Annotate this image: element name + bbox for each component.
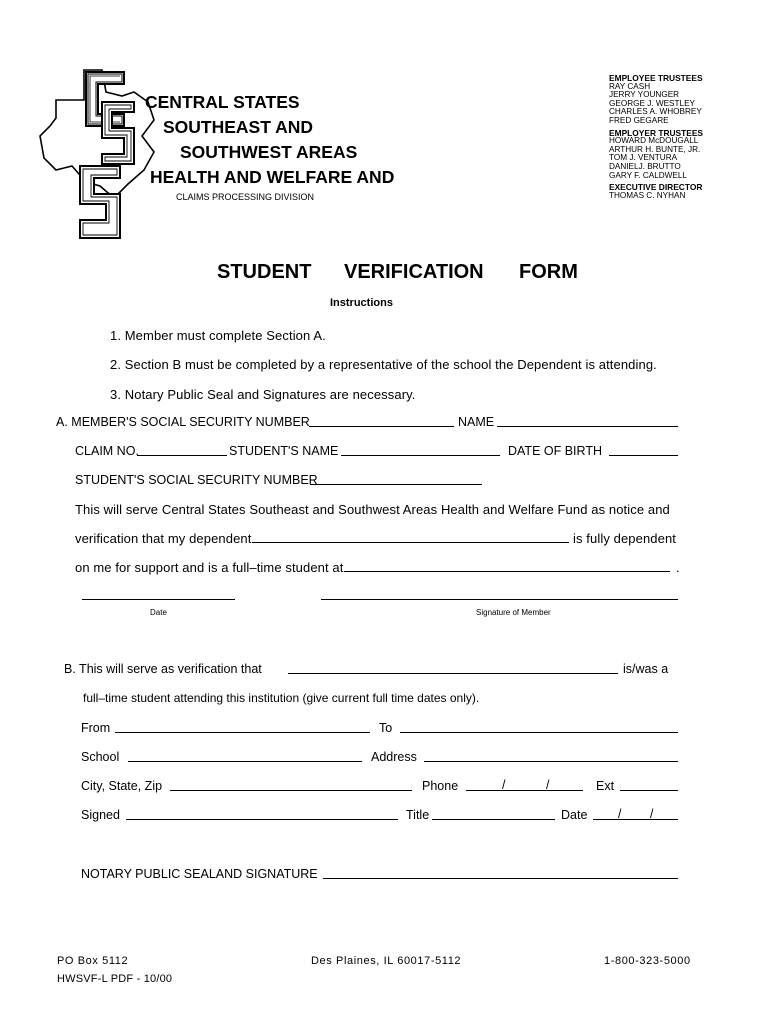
phone-field[interactable] <box>466 790 583 791</box>
title-field[interactable] <box>432 819 555 820</box>
member-ssn-field[interactable] <box>309 426 454 427</box>
title-word-verification: VERIFICATION <box>344 261 484 283</box>
statement-line-3: on me for support and is a full–time student at <box>75 560 344 575</box>
from-date-field[interactable] <box>115 732 370 733</box>
title-label: Title <box>406 808 430 822</box>
org-line-4: HEALTH AND WELFARE AND <box>150 167 395 187</box>
signed-field[interactable] <box>126 819 398 820</box>
verified-student-field[interactable] <box>288 673 618 674</box>
dob-label: DATE OF BIRTH <box>508 444 602 458</box>
school-label: School <box>81 750 120 764</box>
school-name-field[interactable] <box>344 571 670 572</box>
footer-phone: 1-800-323-5000 <box>604 955 691 967</box>
date-slash-2: / <box>650 807 654 821</box>
student-ssn-field[interactable] <box>310 484 482 485</box>
claim-no-field[interactable] <box>137 455 227 456</box>
employer-trustees-heading: EMPLOYER TRUSTEES <box>609 127 703 138</box>
city-label: City, State, Zip <box>81 779 163 793</box>
statement-period: . <box>676 560 680 575</box>
signed-label: Signed <box>81 808 120 822</box>
member-date-field[interactable] <box>82 599 235 600</box>
instruction-2: 2. Section B must be completed by a representative of the school the Dependent is attending. <box>110 357 657 372</box>
trustee-name: TOM J. VENTURA <box>609 153 678 163</box>
ext-field[interactable] <box>620 790 678 791</box>
trustee-name: GEORGE J. WESTLEY <box>609 98 695 108</box>
footer-po-box: PO Box 5112 <box>57 955 129 967</box>
verification-label: B. This will serve as verification that <box>64 662 262 676</box>
instruction-3: 3. Notary Public Seal and Signatures are necessary. <box>110 387 416 402</box>
name-label: NAME <box>458 415 495 429</box>
ext-label: Ext <box>596 779 615 793</box>
claim-no-label: CLAIM NO. <box>75 444 139 458</box>
employee-trustees-heading: EMPLOYEE TRUSTEES <box>609 73 703 83</box>
school-field[interactable] <box>128 761 362 762</box>
trustees-list <box>609 74 703 200</box>
instructions-heading: Instructions <box>330 297 393 309</box>
title-word-form: FORM <box>519 261 578 283</box>
dob-field[interactable] <box>609 455 678 456</box>
from-label: From <box>81 721 111 735</box>
trustee-name: RAY CASH <box>609 81 651 91</box>
notary-label: NOTARY PUBLIC SEALAND SIGNATURE <box>81 867 318 881</box>
dependent-name-field[interactable] <box>252 542 569 543</box>
trustee-name: JERRY YOUNGER <box>609 90 680 100</box>
signature-caption: Signature of Member <box>476 608 551 617</box>
address-label: Address <box>371 750 417 764</box>
student-ssn-label: STUDENT'S SOCIAL SECURITY NUMBER <box>75 473 318 487</box>
to-label: To <box>379 721 393 735</box>
b-date-label: Date <box>561 808 588 822</box>
statement-line-2-end: is fully dependent <box>573 531 676 546</box>
trustee-name: DANIELJ. BRUTTO <box>609 161 681 171</box>
fulltime-text: full–time student attending this institution (give current full time dates only). <box>83 691 480 705</box>
instruction-1: 1. Member must complete Section A. <box>110 328 326 343</box>
trustee-name: CHARLES A. WHOBREY <box>609 107 702 117</box>
footer-city: Des Plaines, IL 60017-5112 <box>311 955 462 967</box>
trustee-name: ARTHUR H. BUNTE, JR. <box>609 144 701 154</box>
org-line-1: CENTRAL STATES <box>145 92 300 112</box>
phone-slash-1: / <box>502 778 506 792</box>
division-label: CLAIMS PROCESSING DIVISION <box>176 192 315 202</box>
address-field[interactable] <box>424 761 678 762</box>
student-name-field[interactable] <box>341 455 500 456</box>
statement-line-1: This will serve Central States Southeast and Southwest Areas Health and Welfare Fund as notice and <box>75 502 670 517</box>
b-date-field[interactable] <box>593 819 678 820</box>
title-word-student: STUDENT <box>217 261 312 283</box>
date-slash-1: / <box>618 807 622 821</box>
trustee-name: FRED GEGARE <box>609 115 669 125</box>
city-field[interactable] <box>170 790 412 791</box>
statement-line-2: verification that my dependent <box>75 531 252 546</box>
footer-form-code: HWSVF-L PDF - 10/00 <box>57 973 173 985</box>
org-line-3: SOUTHWEST AREAS <box>180 142 358 162</box>
student-name-label: STUDENT'S NAME <box>229 444 339 458</box>
member-signature-field[interactable] <box>321 599 678 600</box>
iswas-label: is/was a <box>623 662 669 676</box>
phone-slash-2: / <box>546 778 550 792</box>
to-date-field[interactable] <box>400 732 678 733</box>
member-ssn-label: A. MEMBER'S SOCIAL SECURITY NUMBER <box>56 415 310 429</box>
phone-label: Phone <box>422 779 459 793</box>
member-name-field[interactable] <box>497 426 678 427</box>
notary-field[interactable] <box>323 878 678 879</box>
trustee-name: HOWARD McDOUGALL <box>609 136 699 146</box>
date-caption: Date <box>150 608 167 617</box>
trustee-name: GARY F. CALDWELL <box>609 170 687 180</box>
org-line-2: SOUTHEAST AND <box>163 117 314 137</box>
executive-director-heading: EXECUTIVE DIRECTOR <box>609 182 703 193</box>
executive-director-name: THOMAS C. NYHAN <box>609 190 686 200</box>
